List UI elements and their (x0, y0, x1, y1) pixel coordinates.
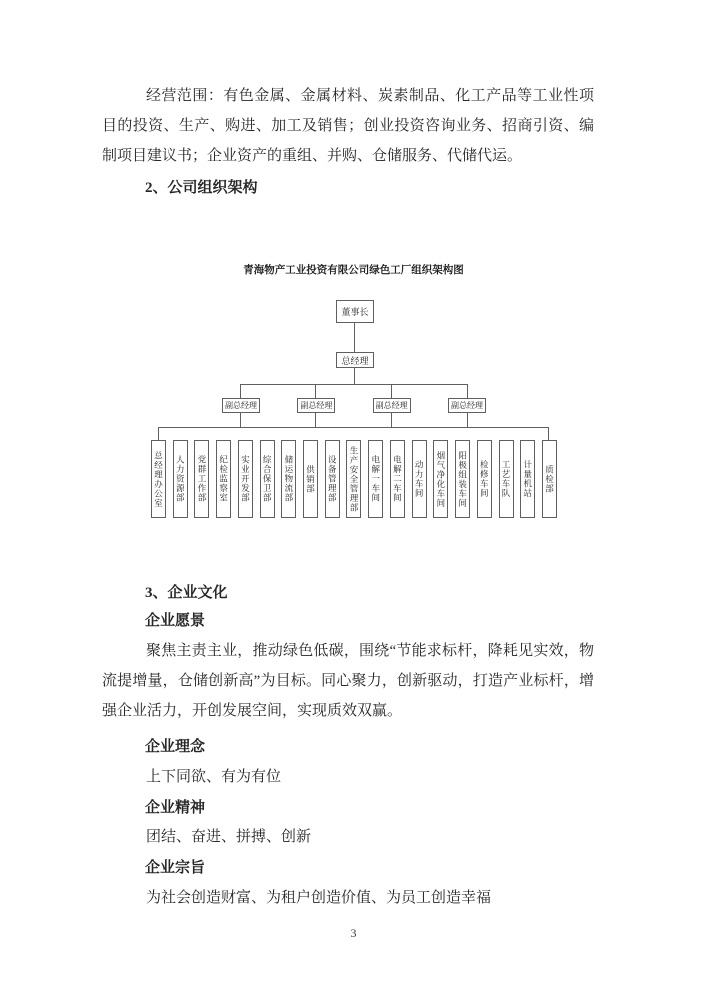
connector-line (315, 384, 316, 398)
connector-line (240, 384, 241, 398)
org-node-deputy-manager: 副总经理 (297, 398, 335, 413)
spirit-label: 企业精神 (145, 800, 206, 816)
org-node-department: 党群工作部 (194, 440, 209, 518)
connector-line (240, 384, 468, 385)
business-scope-paragraph: 经营范围：有色金属、金属材料、炭素制品、化工产品等工业性项目的投资、生产、购进、加工及销售；创业投资咨询业务、招商引资、编制项目建议书；企业资产的重组、并购、仓储服务、代储代运。 (102, 88, 594, 164)
org-node-department: 设备管理部 (325, 440, 340, 518)
org-node-deputy-manager: 副总经理 (373, 398, 411, 413)
org-node-department: 供销部 (303, 440, 318, 518)
connector-line (548, 427, 549, 441)
section-heading-culture: 3、企业文化 (145, 585, 228, 601)
org-node-department: 动力车间 (412, 440, 427, 518)
org-node-department: 纪检监察室 (216, 440, 231, 518)
org-node-department: 计量机站 (520, 440, 535, 518)
connector-line (240, 413, 241, 427)
connector-line (467, 413, 468, 427)
vision-label: 企业愿景 (145, 613, 206, 629)
org-node-chairman: 董事长 (336, 300, 374, 323)
connector-line (391, 413, 392, 427)
section-heading-org-structure: 2、公司组织架构 (145, 180, 258, 196)
connector-line (354, 323, 355, 352)
philosophy-text: 上下同欲、有为有位 (146, 769, 282, 785)
org-deputy-row (222, 398, 486, 413)
vision-paragraph: 聚焦主责主业，推动绿色低碳，围绕“节能求标杆，降耗见实效，物流提增量，仓储创新高”为目标。同心聚力，创新驱动，打造产业标杆，增强企业活力，开创发展空间，实现质效双赢。 (102, 643, 594, 719)
purpose-label: 企业宗旨 (145, 860, 206, 876)
org-node-department: 人力资源部 (173, 440, 188, 518)
spirit-text: 团结、奋进、拼搏、创新 (146, 829, 312, 845)
org-node-department: 检修车间 (477, 440, 492, 518)
connector-line (315, 413, 316, 427)
org-node-department: 生产安全管理部 (346, 440, 361, 518)
connector-line (391, 384, 392, 398)
org-node-deputy-manager: 副总经理 (222, 398, 260, 413)
org-node-department: 质检部 (542, 440, 557, 518)
org-node-department: 电解二车间 (390, 440, 405, 518)
org-node-department: 阳极组装车间 (455, 440, 470, 518)
org-node-general-manager: 总经理 (336, 352, 374, 368)
org-chart-title: 青海物产工业投资有限公司绿色工厂组织架构图 (243, 265, 464, 276)
org-node-department: 实业开发部 (238, 440, 253, 518)
org-node-department: 电解一车间 (368, 440, 383, 518)
org-node-department: 工艺车队 (499, 440, 514, 518)
org-node-department: 储运物流部 (281, 440, 296, 518)
org-node-department: 烟气净化车间 (433, 440, 448, 518)
philosophy-label: 企业理念 (145, 739, 206, 755)
connector-line (354, 368, 355, 384)
org-node-department: 总经理办公室 (151, 440, 166, 518)
connector-line (467, 384, 468, 398)
connector-line (158, 427, 159, 441)
purpose-text: 为社会创造财富、为租户创造价值、为员工创造幸福 (146, 890, 492, 906)
page-number: 3 (350, 926, 357, 940)
org-node-deputy-manager: 副总经理 (448, 398, 486, 413)
org-department-row (151, 440, 557, 518)
org-node-department: 综合保卫部 (260, 440, 275, 518)
connector-line (158, 427, 549, 428)
